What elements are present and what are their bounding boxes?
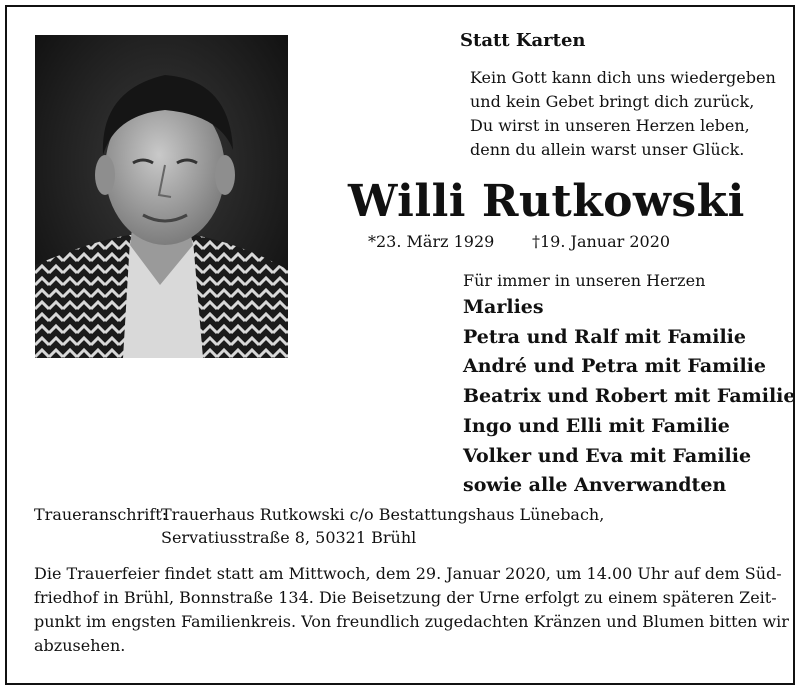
- mourner-entry: Ingo und Elli mit Familie: [463, 414, 730, 437]
- birth-date: *23. März 1929: [368, 232, 495, 251]
- notice-line: friedhof in Brühl, Bonnstraße 134. Die Beisetzung der Urne erfolgt zu einem späteren Zeit-: [34, 588, 777, 607]
- poem-line: und kein Gebet bringt dich zurück,: [470, 92, 755, 111]
- mourner-entry: sowie alle Anverwandten: [463, 474, 727, 497]
- address-label: Traueranschrift:: [34, 505, 168, 524]
- heading-statt-karten: Statt Karten: [460, 30, 586, 51]
- memorial-poem: [470, 66, 776, 162]
- death-date: †19. Januar 2020: [532, 232, 671, 251]
- address-line-1: Trauerhaus Rutkowski c/o Bestattungshaus Lünebach,: [161, 505, 605, 524]
- mourner-entry: Petra und Ralf mit Familie: [463, 325, 746, 348]
- mourner-entry: Beatrix und Robert mit Familie: [463, 385, 796, 408]
- funeral-notice: [34, 562, 789, 658]
- notice-line: Die Trauerfeier findet statt am Mittwoch, dem 29. Januar 2020, um 14.00 Uhr auf dem Süd-: [34, 564, 782, 583]
- address-line-2: Servatiusstraße 8, 50321 Brühl: [161, 528, 417, 547]
- poem-line: Du wirst in unseren Herzen leben,: [470, 116, 750, 135]
- memory-line: Für immer in unseren Herzen: [463, 271, 706, 290]
- portrait-photo: [35, 35, 288, 358]
- notice-line: abzusehen.: [34, 636, 126, 655]
- notice-line: punkt im engsten Familienkreis. Von freundlich zugedachten Kränzen und Blumen bitten wir: [34, 612, 789, 631]
- poem-line: denn du allein warst unser Glück.: [470, 140, 745, 159]
- mourner-entry: Volker und Eva mit Familie: [463, 444, 752, 467]
- poem-line: Kein Gott kann dich uns wiedergeben: [470, 68, 776, 87]
- mourner-entry: André und Petra mit Familie: [463, 355, 766, 378]
- deceased-name: Willi Rutkowski: [348, 176, 745, 227]
- mourners-list: [463, 293, 796, 501]
- mourner-entry: Marlies: [463, 296, 544, 318]
